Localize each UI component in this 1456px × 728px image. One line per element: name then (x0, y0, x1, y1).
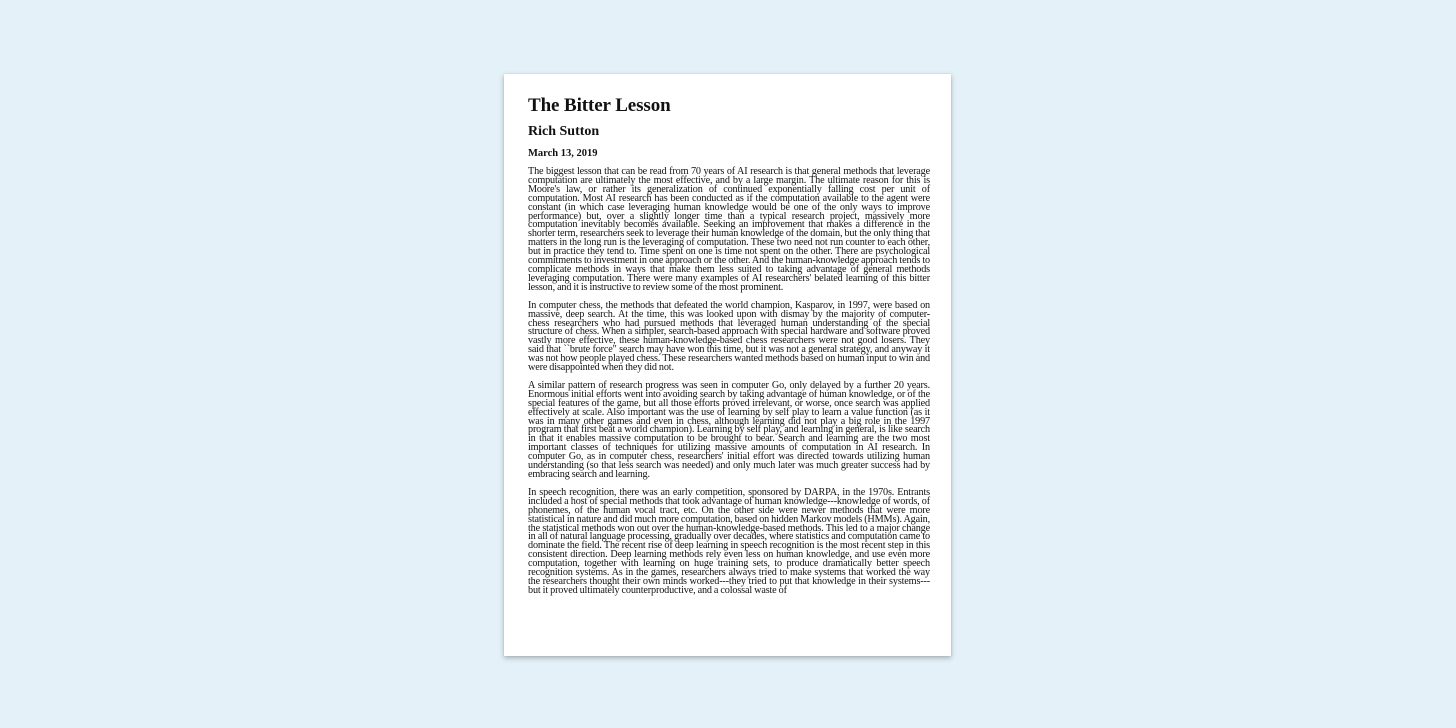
document-body (528, 168, 930, 596)
paragraph: A similar pattern of research progress was seen in computer Go, only delayed by a further 20 years. Enormous initial efforts went into avoiding search by taking advantage of human knowledge, or of the special features of the game, but all those efforts proved irrelevant, or worse, once search was applied effectively at scale. Also important was the use of learning by self play to learn a value function (as it was in many other games and even in chess, although learning did not play a big role in the 1997 program that first beat a world champion). Learning by self play, and learning in general, is like search in that it enables massive computation to be brought to bear. Search and learning are the two most important classes of techniques for utilizing massive amounts of computation in AI research. In computer Go, as in computer chess, researchers' initial effort was directed towards utilizing human understanding (so that less search was needed) and only much later was much greater success had by embracing search and learning. (528, 379, 930, 480)
paragraph: In computer chess, the methods that defeated the world champion, Kasparov, in 1997, were based on massive, deep search. At the time, this was looked upon with dismay by the majority of computer-chess researchers who had pursued methods that leveraged human understanding of the special structure of chess. When a simpler, search-based approach with special hardware and software proved vastly more effective, these human-knowledge-based chess researchers were not good losers. They said that ``brute force" search may have won this time, but it was not a general strategy, and anyway it was not how people played chess. These researchers wanted methods based on human input to win and were disappointed when they did not. (528, 299, 930, 374)
document-author: Rich Sutton (528, 124, 600, 139)
paragraph: In speech recognition, there was an early competition, sponsored by DARPA, in the 1970s. Entrants included a host of special methods that took advantage of human knowledge---knowledge of words, of phonemes, of the human vocal tract, etc. On the other side were newer methods that were more statistical in nature and did much more computation, based on hidden Markov models (HMMs). Again, the statistical methods won out over the human-knowledge-based methods. This led to a major change in all of natural language processing, gradually over decades, where statistics and computation came to dominate the field. The recent rise of deep learning in speech recognition is the most recent step in this consistent direction. Deep learning methods rely even less on human knowledge, and use even more computation, together with learning on huge training sets, to produce dramatically better speech recognition systems. As in the games, researchers always tried to make systems that worked the way the researchers thought their own minds worked---they tried to put that knowledge in their systems---but it proved ultimately counterproductive, and a colossal waste of (528, 486, 930, 596)
paragraph: The biggest lesson that can be read from 70 years of AI research is that general methods that leverage computation are ultimately the most effective, and by a large margin. The ultimate reason for this is Moore's law, or rather its generalization of continued exponentially falling cost per unit of computation. Most AI research has been conducted as if the computation available to the agent were constant (in which case leveraging human knowledge would be one of the only ways to improve performance) but, over a slightly longer time than a typical research project, massively more computation inevitably becomes available. Seeking an improvement that makes a difference in the shorter term, researchers seek to leverage their human knowledge of the domain, but the only thing that matters in the long run is the leveraging of computation. These two need not run counter to each other, but in practice they tend to. Time spent on one is time not spent on the other. There are psychological commitments to investment in one approach or the other. And the human-knowledge approach tends to complicate methods in ways that make them less suited to taking advantage of general methods leveraging computation. There were many examples of AI researchers' belated learning of this bitter lesson, and it is instructive to review some of the most prominent. (528, 166, 930, 293)
document-title: The Bitter Lesson (528, 95, 671, 116)
document-page (504, 74, 951, 656)
document-date: March 13, 2019 (528, 148, 598, 159)
